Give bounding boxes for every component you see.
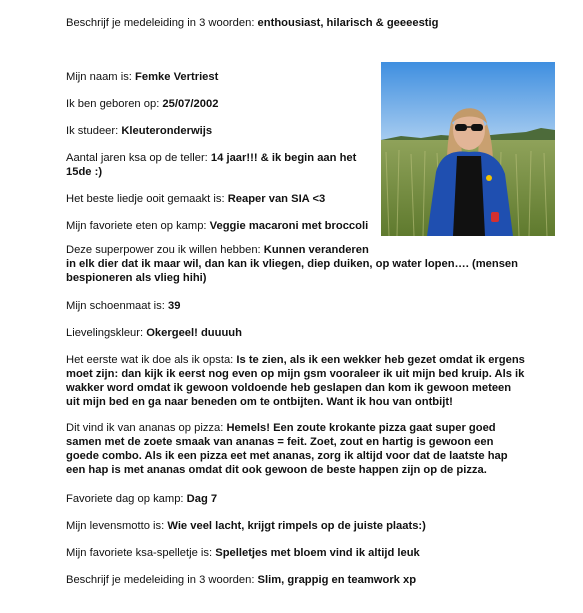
food-label: Mijn favoriete eten op kamp: [66,220,207,232]
morning-label: Het eerste wat ik doe als ik opsta: [66,354,234,366]
superpower-label: Deze superpower zou ik willen hebben: [66,244,261,256]
ksa-years-label: Aantal jaren ksa op de teller: [66,152,208,164]
food-line [66,219,368,233]
food-value: Veggie macaroni met broccoli [209,220,369,232]
intro-value: enthousiast, hilarisch & geeeestig [257,17,439,29]
outro-line [66,573,416,587]
game-line [66,546,420,560]
game-label: Mijn favoriete ksa-spelletje is: [66,547,213,559]
ksa-years-line [66,151,356,179]
superpower-value-2: in elk dier dat ik maar wil, dan kan ik vliegen, diep duiken, op water lopen…. (mensen [66,258,518,270]
song-value: Reaper van SIA <3 [227,193,326,205]
superpower-value-3: bespioneren als vlieg hihi) [66,272,207,284]
ksa-years-value-2: 15de :) [66,166,103,178]
song-line [66,192,325,206]
study-value: Kleuteronderwijs [121,125,213,137]
name-value: Femke Vertriest [135,71,219,83]
name-line [66,70,218,84]
pineapple-label: Dit vind ik van ananas op pizza: [66,422,224,434]
born-label: Ik ben geboren op: [66,98,160,110]
campday-value: Dag 7 [186,493,218,505]
outro-value: Slim, grappig en teamwork xp [257,574,417,586]
color-label: Lievelingskleur: [66,327,144,339]
game-value: Spelletjes met bloem vind ik altijd leuk [215,547,420,559]
intro-label: Beschrijf je medeleiding in 3 woorden: [66,17,255,29]
motto-line [66,519,426,533]
outro-label: Beschrijf je medeleiding in 3 woorden: [66,574,255,586]
morning-value-2: moet zijn: dan kijk ik eerst nog even op mijn gsm vooraleer ik uit mijn bed kruip. Als ik [66,368,525,380]
born-line [66,97,218,111]
pineapple-value-3: goede combo. Als ik een pizza eet met ananas, zorg ik altijd voor dat de laatste hap [66,450,508,462]
morning-line [66,353,525,409]
pineapple-value-2: samen met de zoete smaak van ananas = feit. Zoet, zout en hartig is gewoon een [66,436,494,448]
study-line [66,124,212,138]
morning-value-1: Is te zien, als ik een wekker heb gezet omdat ik ergens [236,354,525,366]
ksa-years-value-1: 14 jaar!!! & ik begin aan het [210,152,357,164]
color-line [66,326,242,340]
pineapple-line [66,421,508,477]
profile-photo-illustration [381,62,555,236]
shoesize-label: Mijn schoenmaat is: [66,300,165,312]
motto-value: Wie veel lacht, krijgt rimpels op de juiste plaats:) [167,520,426,532]
motto-label: Mijn levensmotto is: [66,520,165,532]
born-value: 25/07/2002 [162,98,219,110]
color-value: Okergeel! duuuuh [146,327,242,339]
superpower-line [66,243,518,285]
shoesize-value: 39 [167,300,181,312]
pineapple-value-1: Hemels! Een zoute krokante pizza gaat super goed [226,422,496,434]
name-label: Mijn naam is: [66,71,132,83]
pineapple-value-4: een hap is met ananas omdat dit ook gewoon de beste happen zijn op de pizza. [66,464,487,476]
shoesize-line [66,299,180,313]
profile-photo [381,62,555,236]
study-label: Ik studeer: [66,125,119,137]
superpower-value-1: Kunnen veranderen [263,244,369,256]
campday-label: Favoriete dag op kamp: [66,493,184,505]
intro-line [66,16,438,30]
campday-line [66,492,217,506]
song-label: Het beste liedje ooit gemaakt is: [66,193,225,205]
morning-value-3: wakker word omdat ik gewoon voldoende heb geslapen dan kom ik gewoon meteen [66,382,512,394]
morning-value-4: uit mijn bed en ga naar beneden om te ontbijten. Want ik hou van ontbijt! [66,396,453,408]
